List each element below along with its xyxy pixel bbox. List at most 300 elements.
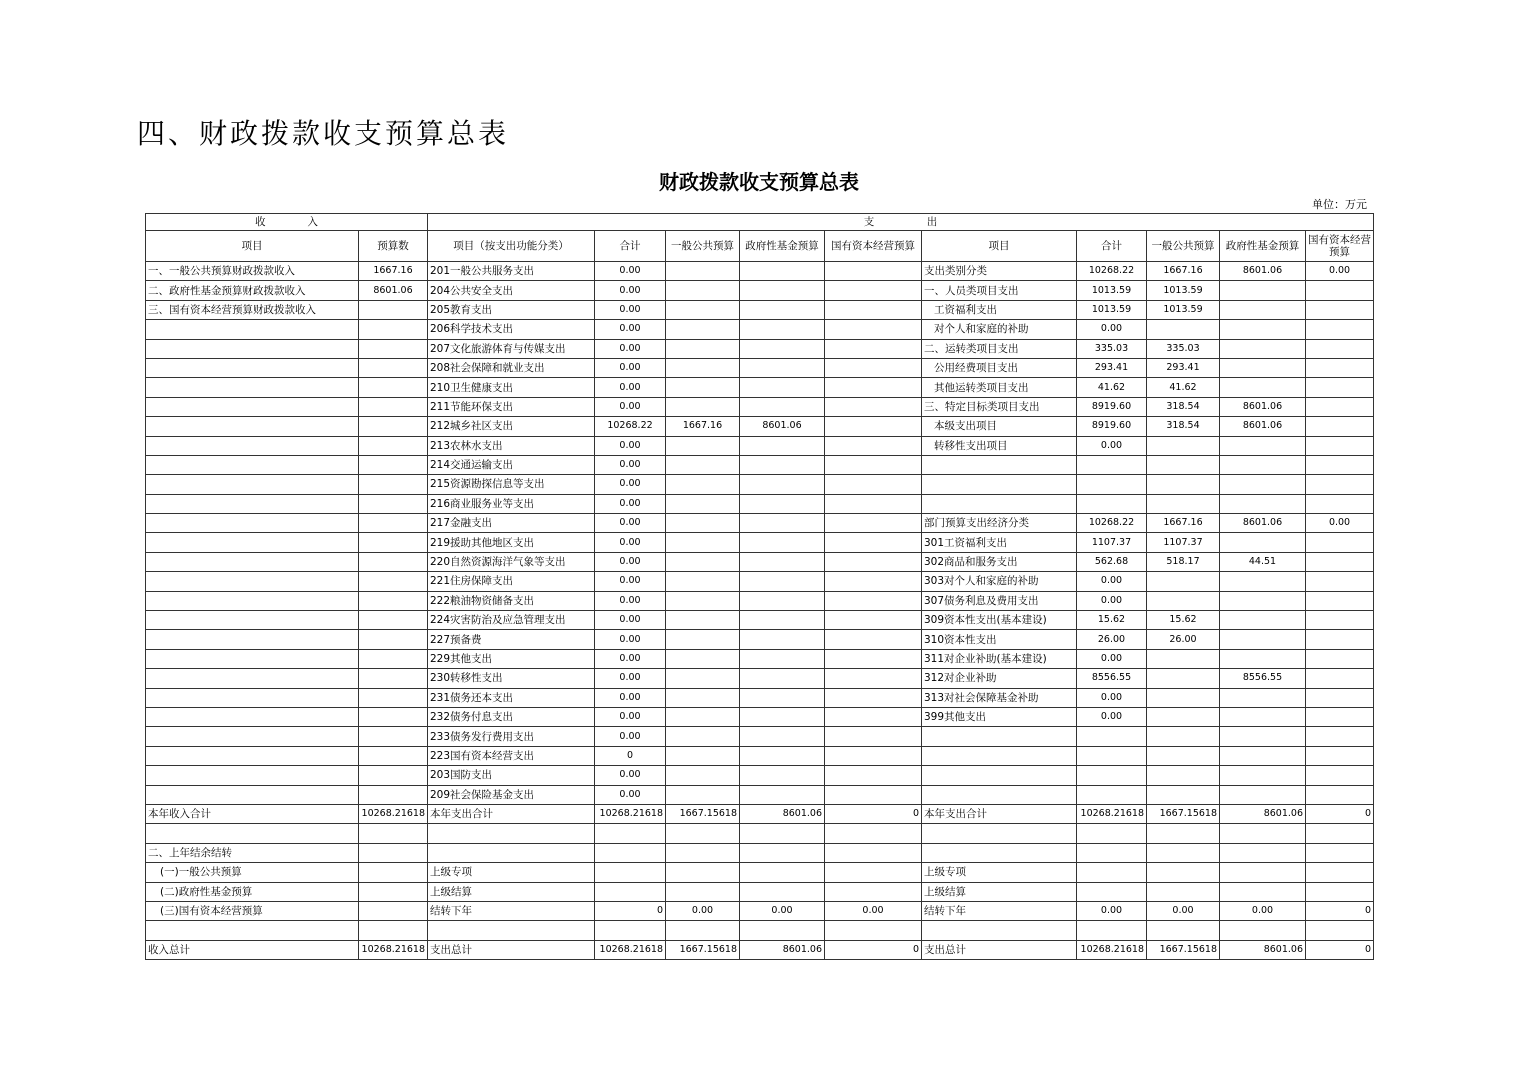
econ-total: 0.00 — [1077, 707, 1147, 726]
func-fund — [740, 669, 825, 688]
table-row — [146, 688, 1374, 707]
table-row — [146, 611, 1374, 630]
income-item — [146, 630, 359, 649]
econ-total: 562.68 — [1077, 552, 1147, 571]
func-state — [825, 630, 922, 649]
econ-state — [1306, 436, 1374, 455]
econ-item — [922, 785, 1077, 804]
carryover-right-value: 0 — [1306, 901, 1374, 920]
econ-fund — [1220, 281, 1306, 300]
income-item: 三、国有资本经营预算财政拨款收入 — [146, 300, 359, 319]
func-general — [666, 281, 740, 300]
econ-total: 0.00 — [1077, 436, 1147, 455]
econ-fund: 44.51 — [1220, 552, 1306, 571]
econ-general — [1147, 707, 1220, 726]
table-row — [146, 727, 1374, 746]
carryover-header-row — [146, 843, 1374, 862]
income-item — [146, 514, 359, 533]
func-fund — [740, 707, 825, 726]
econ-state — [1306, 320, 1374, 339]
col-header-item2: 项目 — [922, 231, 1077, 262]
carryover-mid-label: 上级结算 — [428, 882, 595, 901]
carryover-mid-label: 上级专项 — [428, 863, 595, 882]
func-item: 204公共安全支出 — [428, 281, 595, 300]
econ-item — [922, 746, 1077, 765]
func-item: 215资源勘探信息等支出 — [428, 475, 595, 494]
econ-state — [1306, 300, 1374, 319]
econ-state — [1306, 417, 1374, 436]
income-item: 二、政府性基金预算财政拨款收入 — [146, 281, 359, 300]
econ-state — [1306, 494, 1374, 513]
econ-total: 0.00 — [1077, 649, 1147, 668]
table-row — [146, 475, 1374, 494]
func-fund: 8601.06 — [740, 417, 825, 436]
table-row — [146, 766, 1374, 785]
func-general — [666, 727, 740, 746]
func-item: 213农林水支出 — [428, 436, 595, 455]
func-general — [666, 649, 740, 668]
func-total: 0.00 — [595, 785, 666, 804]
income-budget — [359, 727, 428, 746]
func-item: 206科学技术支出 — [428, 320, 595, 339]
func-total: 0.00 — [595, 358, 666, 377]
income-total-value: 10268.21618 — [359, 804, 428, 823]
econ-item: 转移性支出项目 — [922, 436, 1077, 455]
econ-item: 三、特定目标类项目支出 — [922, 397, 1077, 416]
econ-state — [1306, 455, 1374, 474]
income-budget — [359, 494, 428, 513]
income-budget — [359, 300, 428, 319]
income-item — [146, 552, 359, 571]
func-fund — [740, 572, 825, 591]
func-item: 229其他支出 — [428, 649, 595, 668]
func-item: 223国有资本经营支出 — [428, 746, 595, 765]
carryover-mid-label: 结转下年 — [428, 901, 595, 920]
income-item — [146, 320, 359, 339]
econ-fund — [1220, 746, 1306, 765]
func-total: 0.00 — [595, 649, 666, 668]
econ-state — [1306, 630, 1374, 649]
table-row — [146, 649, 1374, 668]
econ-fund — [1220, 572, 1306, 591]
table-row — [146, 300, 1374, 319]
func-general — [666, 397, 740, 416]
econ-fund — [1220, 591, 1306, 610]
col-header-total2: 合计 — [1077, 231, 1147, 262]
col-header-item: 项目 — [146, 231, 359, 262]
econ-state — [1306, 746, 1374, 765]
econ-fund — [1220, 533, 1306, 552]
func-item: 220自然资源海洋气象等支出 — [428, 552, 595, 571]
table-row — [146, 533, 1374, 552]
func-state — [825, 727, 922, 746]
income-item — [146, 746, 359, 765]
func-item: 231债务还本支出 — [428, 688, 595, 707]
func-fund — [740, 397, 825, 416]
grand-expense-fund2: 8601.06 — [1220, 940, 1306, 959]
econ-state — [1306, 785, 1374, 804]
econ-total: 1107.37 — [1077, 533, 1147, 552]
econ-state — [1306, 669, 1374, 688]
table-row — [146, 514, 1374, 533]
econ-fund — [1220, 649, 1306, 668]
page-heading: 四、财政拨款收支预算总表 — [137, 117, 510, 150]
func-general — [666, 475, 740, 494]
econ-general: 1667.16 — [1147, 514, 1220, 533]
func-fund — [740, 630, 825, 649]
func-general — [666, 494, 740, 513]
func-item: 227预备费 — [428, 630, 595, 649]
budget-table — [145, 213, 1374, 960]
econ-item: 302商品和服务支出 — [922, 552, 1077, 571]
table-row — [146, 358, 1374, 377]
income-budget — [359, 630, 428, 649]
grand-income-label: 收入总计 — [146, 940, 359, 959]
econ-state — [1306, 611, 1374, 630]
carryover-row — [146, 901, 1374, 920]
carryover-item: (三)国有资本经营预算 — [146, 901, 359, 920]
econ-general: 15.62 — [1147, 611, 1220, 630]
func-state — [825, 358, 922, 377]
func-total: 0.00 — [595, 436, 666, 455]
func-total: 0 — [595, 746, 666, 765]
income-budget — [359, 552, 428, 571]
income-budget — [359, 358, 428, 377]
income-budget — [359, 339, 428, 358]
econ-item: 399其他支出 — [922, 707, 1077, 726]
carryover-right-value: 0.00 — [1077, 901, 1147, 920]
section-header-row — [146, 214, 1374, 231]
econ-fund — [1220, 766, 1306, 785]
func-fund — [740, 611, 825, 630]
income-item — [146, 669, 359, 688]
func-general — [666, 669, 740, 688]
econ-fund — [1220, 300, 1306, 319]
econ-total: 0.00 — [1077, 572, 1147, 591]
income-item — [146, 785, 359, 804]
econ-general: 335.03 — [1147, 339, 1220, 358]
income-budget — [359, 397, 428, 416]
func-general — [666, 688, 740, 707]
econ-state — [1306, 281, 1374, 300]
expense-total-general2: 1667.15618 — [1147, 804, 1220, 823]
econ-item: 支出类别分类 — [922, 262, 1077, 281]
econ-total — [1077, 785, 1147, 804]
table-row — [146, 378, 1374, 397]
grand-expense-general: 1667.15618 — [666, 940, 740, 959]
func-state — [825, 281, 922, 300]
expense-total-state: 0 — [825, 804, 922, 823]
func-fund — [740, 339, 825, 358]
func-fund — [740, 475, 825, 494]
func-general — [666, 572, 740, 591]
econ-item: 一、人员类项目支出 — [922, 281, 1077, 300]
carryover-mid-value: 0 — [595, 901, 666, 920]
func-state — [825, 455, 922, 474]
func-fund — [740, 320, 825, 339]
income-budget — [359, 766, 428, 785]
econ-general — [1147, 746, 1220, 765]
func-item: 217金融支出 — [428, 514, 595, 533]
carryover-right-label: 上级专项 — [922, 863, 1077, 882]
econ-fund: 8556.55 — [1220, 669, 1306, 688]
econ-general — [1147, 669, 1220, 688]
func-general — [666, 630, 740, 649]
income-budget — [359, 417, 428, 436]
func-state — [825, 591, 922, 610]
income-budget — [359, 455, 428, 474]
income-item — [146, 339, 359, 358]
econ-general: 41.62 — [1147, 378, 1220, 397]
econ-item — [922, 727, 1077, 746]
func-state — [825, 436, 922, 455]
econ-state — [1306, 339, 1374, 358]
func-item: 203国防支出 — [428, 766, 595, 785]
econ-fund — [1220, 320, 1306, 339]
econ-general: 293.41 — [1147, 358, 1220, 377]
func-fund — [740, 300, 825, 319]
income-budget — [359, 785, 428, 804]
expense-total-value: 10268.21618 — [595, 804, 666, 823]
econ-state: 0.00 — [1306, 262, 1374, 281]
econ-total: 335.03 — [1077, 339, 1147, 358]
grand-expense-total: 10268.21618 — [595, 940, 666, 959]
func-item: 222粮油物资储备支出 — [428, 591, 595, 610]
econ-general — [1147, 436, 1220, 455]
income-budget — [359, 514, 428, 533]
econ-item — [922, 494, 1077, 513]
econ-total: 41.62 — [1077, 378, 1147, 397]
func-item: 210卫生健康支出 — [428, 378, 595, 397]
econ-state — [1306, 727, 1374, 746]
econ-general — [1147, 455, 1220, 474]
econ-general: 1107.37 — [1147, 533, 1220, 552]
budget-sheet — [145, 163, 1373, 960]
econ-general: 1667.16 — [1147, 262, 1220, 281]
econ-total — [1077, 455, 1147, 474]
econ-fund — [1220, 688, 1306, 707]
func-fund — [740, 727, 825, 746]
econ-state: 0.00 — [1306, 514, 1374, 533]
econ-general — [1147, 766, 1220, 785]
income-budget: 8601.06 — [359, 281, 428, 300]
econ-state — [1306, 591, 1374, 610]
func-total: 0.00 — [595, 572, 666, 591]
econ-fund — [1220, 455, 1306, 474]
func-item: 208社会保障和就业支出 — [428, 358, 595, 377]
func-total: 0.00 — [595, 727, 666, 746]
func-total: 0.00 — [595, 494, 666, 513]
func-total: 0.00 — [595, 514, 666, 533]
carryover-item: (一)一般公共预算 — [146, 863, 359, 882]
income-total-label: 本年收入合计 — [146, 804, 359, 823]
func-fund — [740, 455, 825, 474]
func-item: 214交通运输支出 — [428, 455, 595, 474]
econ-fund — [1220, 475, 1306, 494]
econ-total — [1077, 494, 1147, 513]
func-total: 0.00 — [595, 455, 666, 474]
func-general — [666, 358, 740, 377]
carryover-right-label: 上级结算 — [922, 882, 1077, 901]
income-item — [146, 378, 359, 397]
econ-item: 部门预算支出经济分类 — [922, 514, 1077, 533]
func-general — [666, 746, 740, 765]
econ-fund — [1220, 630, 1306, 649]
func-item: 233债务发行费用支出 — [428, 727, 595, 746]
func-fund — [740, 533, 825, 552]
table-row — [146, 669, 1374, 688]
econ-fund — [1220, 611, 1306, 630]
func-state — [825, 572, 922, 591]
func-item: 207文化旅游体育与传媒支出 — [428, 339, 595, 358]
econ-item: 311对企业补助(基本建设) — [922, 649, 1077, 668]
econ-total — [1077, 766, 1147, 785]
econ-total: 0.00 — [1077, 688, 1147, 707]
econ-total: 15.62 — [1077, 611, 1147, 630]
econ-item: 其他运转类项目支出 — [922, 378, 1077, 397]
table-row — [146, 320, 1374, 339]
func-state — [825, 397, 922, 416]
carryover-row — [146, 882, 1374, 901]
func-total: 0.00 — [595, 320, 666, 339]
func-fund — [740, 785, 825, 804]
econ-total — [1077, 727, 1147, 746]
expense-total-general: 1667.15618 — [666, 804, 740, 823]
expense-total-fund: 8601.06 — [740, 804, 825, 823]
econ-item: 307债务利息及费用支出 — [922, 591, 1077, 610]
func-state — [825, 262, 922, 281]
income-budget — [359, 611, 428, 630]
econ-state — [1306, 533, 1374, 552]
func-state — [825, 320, 922, 339]
grand-expense-state2: 0 — [1306, 940, 1374, 959]
income-item — [146, 533, 359, 552]
table-row — [146, 785, 1374, 804]
func-general — [666, 707, 740, 726]
econ-total: 1013.59 — [1077, 300, 1147, 319]
func-total: 0.00 — [595, 533, 666, 552]
income-budget — [359, 591, 428, 610]
func-item: 211节能环保支出 — [428, 397, 595, 416]
income-item — [146, 494, 359, 513]
func-state — [825, 746, 922, 765]
expense-section-label: 支 出 — [428, 214, 1374, 231]
econ-general: 1013.59 — [1147, 300, 1220, 319]
table-row — [146, 339, 1374, 358]
unit-label: 单位：万元 — [1312, 198, 1367, 211]
func-fund — [740, 494, 825, 513]
table-row — [146, 417, 1374, 436]
econ-fund — [1220, 727, 1306, 746]
func-total: 0.00 — [595, 378, 666, 397]
carryover-mid-value: 0.00 — [666, 901, 740, 920]
econ-state — [1306, 572, 1374, 591]
income-budget — [359, 533, 428, 552]
table-row — [146, 591, 1374, 610]
blank-row — [146, 824, 1374, 843]
func-general — [666, 300, 740, 319]
func-state — [825, 688, 922, 707]
func-general — [666, 611, 740, 630]
econ-state — [1306, 649, 1374, 668]
econ-state — [1306, 358, 1374, 377]
econ-general: 318.54 — [1147, 417, 1220, 436]
econ-total: 10268.22 — [1077, 514, 1147, 533]
econ-general: 26.00 — [1147, 630, 1220, 649]
table-row — [146, 494, 1374, 513]
expense-total-label2: 本年支出合计 — [922, 804, 1077, 823]
func-fund — [740, 281, 825, 300]
col-header-fund2: 政府性基金预算 — [1220, 231, 1306, 262]
func-item: 216商业服务业等支出 — [428, 494, 595, 513]
func-state — [825, 552, 922, 571]
econ-fund: 8601.06 — [1220, 417, 1306, 436]
func-item: 201一般公共服务支出 — [428, 262, 595, 281]
func-state — [825, 785, 922, 804]
econ-total: 8556.55 — [1077, 669, 1147, 688]
func-state — [825, 494, 922, 513]
func-total: 0.00 — [595, 707, 666, 726]
income-budget — [359, 746, 428, 765]
econ-item: 301工资福利支出 — [922, 533, 1077, 552]
grand-expense-state: 0 — [825, 940, 922, 959]
func-state — [825, 417, 922, 436]
income-item — [146, 591, 359, 610]
func-item: 205教育支出 — [428, 300, 595, 319]
func-fund — [740, 358, 825, 377]
col-header-state2: 国有资本经营预算 — [1306, 231, 1374, 262]
func-total: 0.00 — [595, 339, 666, 358]
col-header-total: 合计 — [595, 231, 666, 262]
econ-general — [1147, 320, 1220, 339]
func-fund — [740, 766, 825, 785]
econ-fund — [1220, 378, 1306, 397]
econ-total: 8919.60 — [1077, 417, 1147, 436]
expense-total-fund2: 8601.06 — [1220, 804, 1306, 823]
econ-general — [1147, 688, 1220, 707]
income-item — [146, 688, 359, 707]
func-general — [666, 533, 740, 552]
func-total: 0.00 — [595, 262, 666, 281]
econ-fund — [1220, 494, 1306, 513]
carryover-right-label: 结转下年 — [922, 901, 1077, 920]
func-item: 232债务付息支出 — [428, 707, 595, 726]
econ-total: 8919.60 — [1077, 397, 1147, 416]
econ-state — [1306, 766, 1374, 785]
econ-total: 10268.22 — [1077, 262, 1147, 281]
func-general — [666, 455, 740, 474]
table-row — [146, 436, 1374, 455]
econ-item: 313对社会保障基金补助 — [922, 688, 1077, 707]
func-total: 0.00 — [595, 630, 666, 649]
func-state — [825, 514, 922, 533]
income-item — [146, 649, 359, 668]
expense-total-label: 本年支出合计 — [428, 804, 595, 823]
econ-fund: 8601.06 — [1220, 514, 1306, 533]
econ-item: 工资福利支出 — [922, 300, 1077, 319]
table-row — [146, 262, 1374, 281]
income-item — [146, 572, 359, 591]
col-header-func-item: 项目（按支出功能分类） — [428, 231, 595, 262]
econ-fund — [1220, 339, 1306, 358]
year-total-row — [146, 804, 1374, 823]
carryover-mid-value: 0.00 — [825, 901, 922, 920]
econ-item: 二、运转类项目支出 — [922, 339, 1077, 358]
income-item — [146, 611, 359, 630]
col-header-budget: 预算数 — [359, 231, 428, 262]
func-general — [666, 591, 740, 610]
col-header-general2: 一般公共预算 — [1147, 231, 1220, 262]
